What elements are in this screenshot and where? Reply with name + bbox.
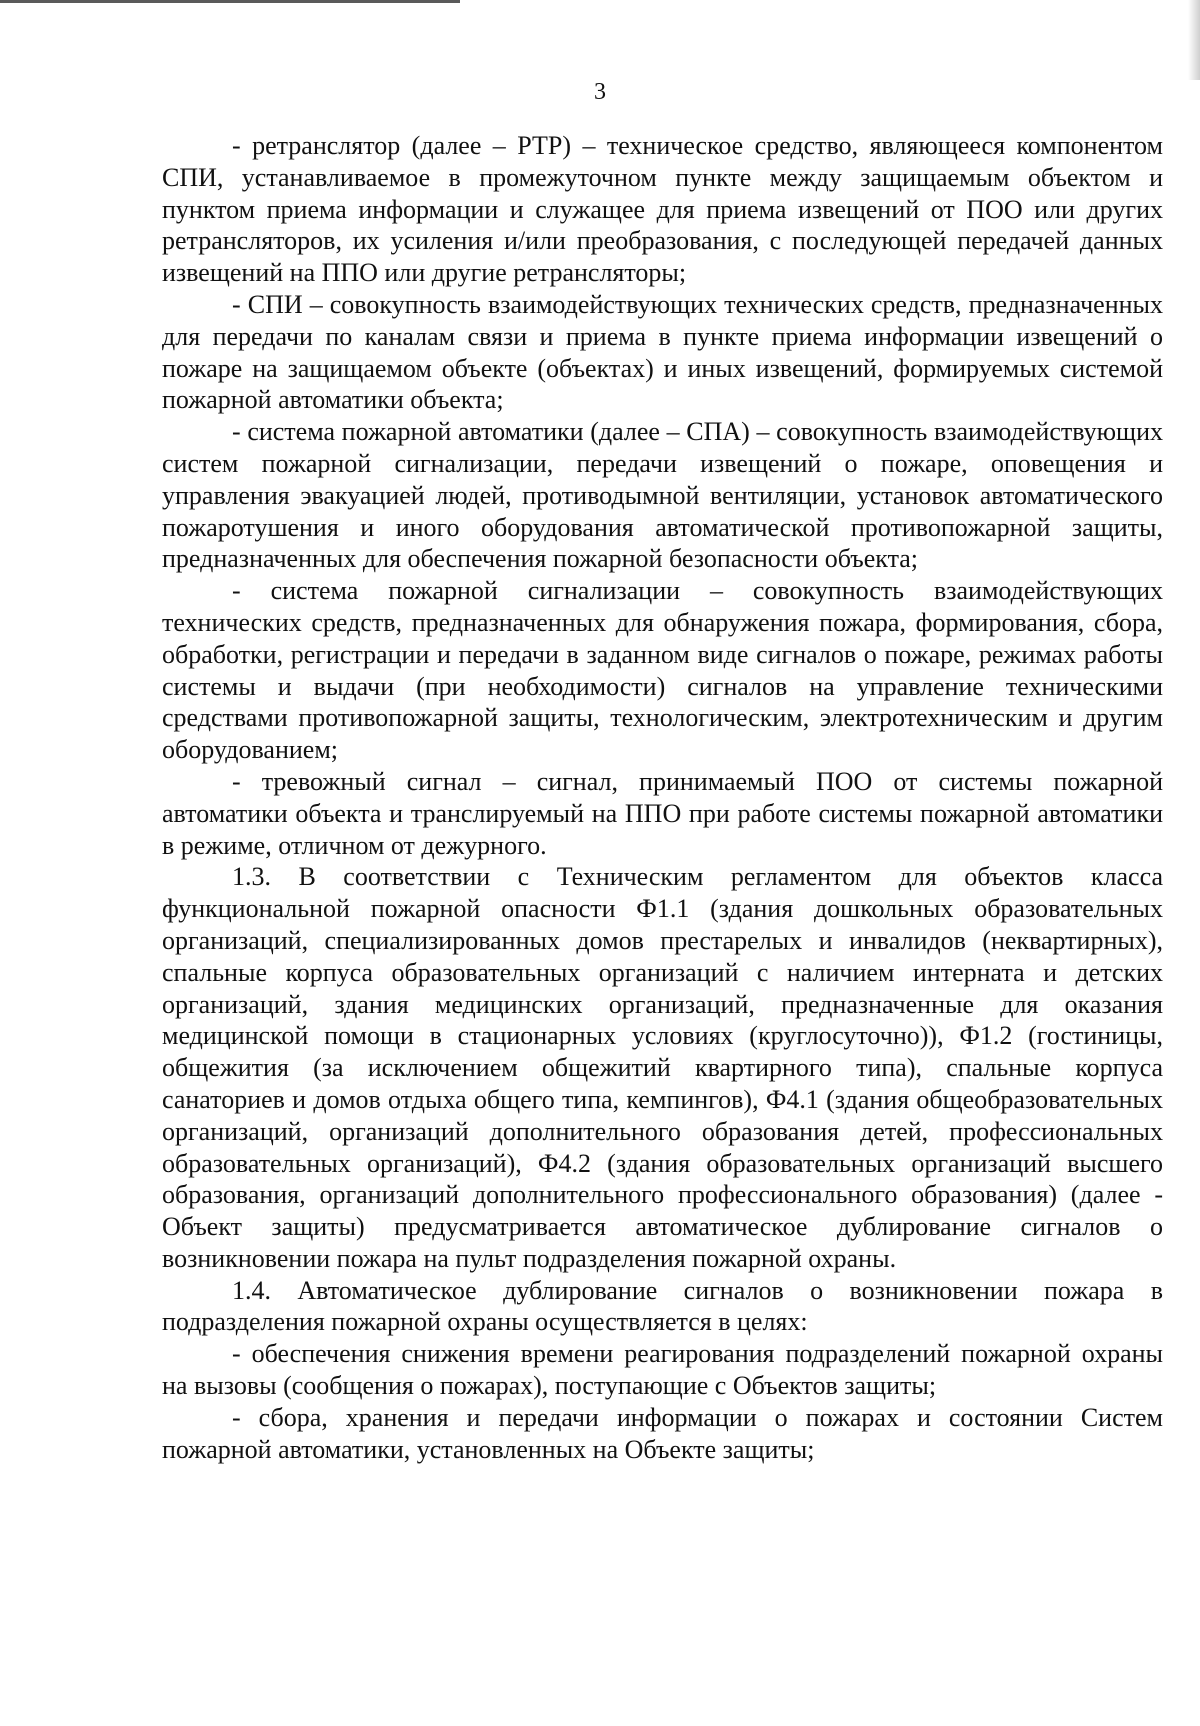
paragraph-clause-1-4: 1.4. Автоматическое дублирование сигналов о возникновении пожара в подразделения пожарной охраны осуществляется в целях: bbox=[162, 1275, 1163, 1337]
paragraph-retranslator-definition: - ретранслятор (далее – РТР) – техническое средство, являющееся компонентом СПИ, устанавливаемое в промежуточном пункте между защищаемым объектом и пунктом приема информации и служащее для приема извещений от ПОО или других ретрансляторов, их усиления и/или преобразования, с последующей передачей данных извещений на ППО или другие ретрансляторы; bbox=[162, 131, 1163, 288]
document-body bbox=[162, 130, 1163, 1465]
paragraph-spa-definition: - система пожарной автоматики (далее – СПА) – совокупность взаимодействующих систем пожарной сигнализации, передачи извещений о пожаре, оповещения и управления эвакуацией людей, противодымной вентиляции, установок автоматического пожаротушения и иного оборудования автоматической противопожарной защиты, предназначенных для обеспечения пожарной безопасности объекта; bbox=[162, 417, 1163, 574]
scan-top-rule bbox=[0, 0, 460, 3]
scan-edge-shadow bbox=[1188, 0, 1200, 80]
paragraph-alarm-system-definition: - система пожарной сигнализации – совокупность взаимодействующих технических средств, предназначенных для обнаружения пожара, формирования, сбора, обработки, регистрации и передачи в заданном виде сигналов о пожаре, режимах работы системы и выдачи (при необходимости) сигналов на управление техническими средствами противопожарной защиты, технологическим, электротехническим и другим оборудованием; bbox=[162, 576, 1163, 765]
paragraph-clause-1-3: 1.3. В соответствии с Техническим регламентом для объектов класса функциональной пожарной опасности Ф1.1 (здания дошкольных образовательных организаций, специализированных домов престарелых и инвалидов (неквартирных), спальные корпуса образовательных организаций с наличием интерната и детских организаций, здания медицинских организаций, предназначенные для оказания медицинской помощи в стационарных условиях (круглосуточно)), Ф1.2 (гостиницы, общежития (за исключением общежитий квартирного типа), спальные корпуса санаториев и домов отдыха общего типа, кемпингов), Ф4.1 (здания общеобразовательных организаций, организаций дополнительного образования детей, профессиональных образовательных организаций), Ф4.2 (здания образовательных организаций высшего образования, организаций дополнительного профессионального образования) (далее - Объект защиты) предусматривается автоматическое дублирование сигналов о возникновении пожара на пульт подразделения пожарной охраны. bbox=[162, 862, 1163, 1273]
paragraph-alarm-signal-definition: - тревожный сигнал – сигнал, принимаемый ПОО от системы пожарной автоматики объекта и транслируемый на ППО при работе системы пожарной автоматики в режиме, отличном от дежурного. bbox=[162, 766, 1163, 860]
paragraph-goal-information-collection: - сбора, хранения и передачи информации о пожарах и состоянии Систем пожарной автоматики, установленных на Объекте защиты; bbox=[162, 1402, 1163, 1464]
paragraph-spi-definition: - СПИ – совокупность взаимодействующих технических средств, предназначенных для передачи по каналам связи и приема в пункте приема информации извещений о пожаре на защищаемом объекте (объектах) и иных извещений, формируемых системой пожарной автоматики объекта; bbox=[162, 289, 1163, 415]
page-number: 3 bbox=[594, 79, 606, 105]
paragraph-goal-response-time: - обеспечения снижения времени реагирования подразделений пожарной охраны на вызовы (сообщения о пожарах), поступающие с Объектов защиты; bbox=[162, 1339, 1163, 1401]
